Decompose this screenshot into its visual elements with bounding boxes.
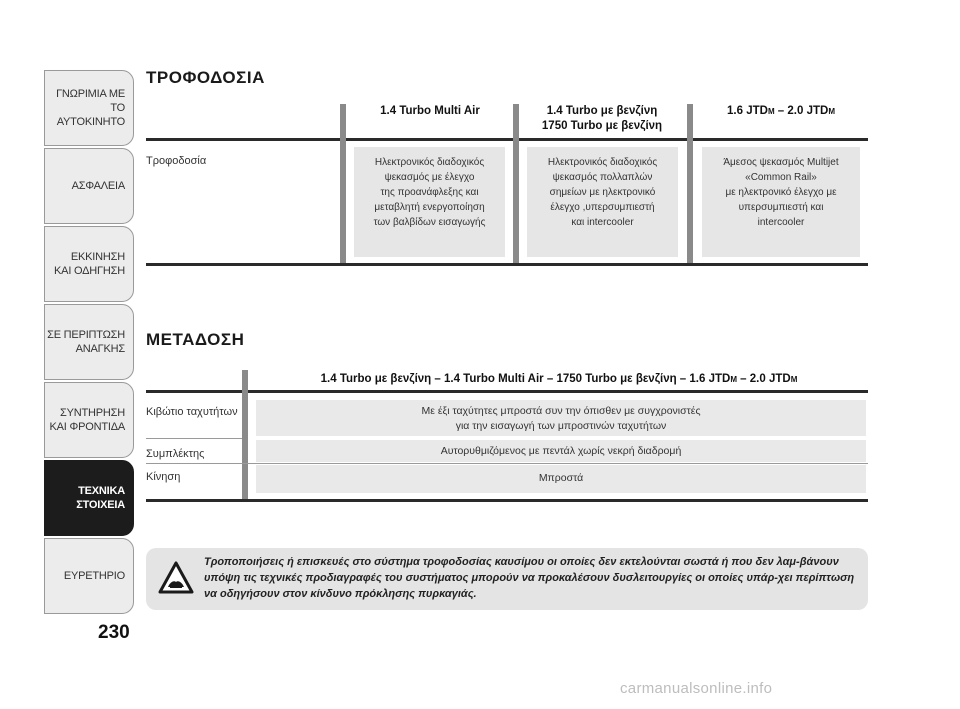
transmission-top-rule: [146, 390, 868, 393]
warning-text: Τροποποιήσεις ή επισκευές στο σύστημα τροφοδοσίας καυσίμου οι οποίες δεν εκτελούνται σωστά ή που δεν λαμ-βάνουν υπόψη τις τεχνικές προδιαγραφές του συστήματος μπορούν να προκαλέσουν δυσλειτουργίες οι οποίες υπάρ-χει περίπτωση να οδηγήσουν στον κίνδυνο πρόκλησης πυρκαγιάς.: [204, 556, 855, 600]
tab-index[interactable]: [44, 538, 134, 614]
fuel-cell-jtd: Άμεσος ψεκασμός Multijet «Common Rail» με ηλεκτρονικό έλεγχο με υπερσυμπιεστή και intercooler: [702, 147, 860, 257]
transmission-row-label: Συμπλέκτης: [146, 448, 205, 460]
transmission-row-value: Αυτορυθμιζόμενος με πεντάλ χωρίς νεκρή διαδρομή: [256, 440, 866, 462]
fuel-section-title: ΤΡΟΦΟΔΟΣΙΑ: [146, 68, 265, 87]
page-number: 230: [98, 622, 130, 643]
fuel-col-head-turbo: [522, 104, 682, 134]
tab-safety[interactable]: [44, 148, 134, 224]
fuel-col-head-multiair: [350, 104, 510, 119]
col-head-line: 1750 Turbo με βενζίνη: [541, 120, 663, 132]
fuel-col-divider: [340, 104, 346, 266]
col-head-line: 1.4 Turbo Multi Air: [380, 105, 480, 117]
col-head-part: – 2.0 JTD: [774, 105, 829, 117]
tab-label: ΓΝΩΡΙΜΙΑ ΜΕ ΤΟ ΑΥΤΟΚΙΝΗΤΟ: [56, 88, 125, 128]
fuel-col-divider: [687, 104, 693, 266]
transmission-section-title: ΜΕΤΑΔΟΣΗ: [146, 330, 245, 349]
transmission-bottom-rule: [146, 499, 868, 502]
tab-getting-to-know[interactable]: [44, 70, 134, 146]
tab-starting-driving[interactable]: [44, 226, 134, 302]
tab-label: ΕΚΚΙΝΗΣΗ ΚΑΙ ΟΔΗΓΗΣΗ: [54, 251, 125, 277]
transmission-row-label: Κίνηση: [146, 471, 181, 483]
tab-label: ΤΕΧΝΙΚΑ ΣΤΟΙΧΕΙΑ: [76, 485, 125, 511]
col-head-part: 1.6 JTD: [727, 105, 768, 117]
transmission-col-head: [254, 372, 864, 387]
tab-label: ΑΣΦΑΛΕΙΑ: [71, 180, 125, 192]
tab-label: ΣΕ ΠΕΡΙΠΤΩΣΗ ΑΝΑΓΚΗΣ: [47, 329, 125, 355]
tab-maintenance[interactable]: [44, 382, 134, 458]
tab-label: ΣΥΝΤΗΡΗΣΗ ΚΑΙ ΦΡΟΝΤΙΔΑ: [49, 407, 125, 433]
warning-triangle-icon: [158, 560, 194, 596]
col-head-sub: M: [767, 107, 775, 116]
warning-box: [146, 548, 868, 610]
transmission-row-value: Μπροστά: [256, 465, 866, 493]
fuel-cell-multiair: Ηλεκτρονικός διαδοχικός ψεκασμός με έλεγχο της προανάφλεξης και μεταβλητή ενεργοποίηση των βαλβίδων εισαγωγής: [354, 147, 505, 257]
row-separator: [146, 463, 868, 464]
fuel-col-divider: [513, 104, 519, 266]
fuel-col-head-jtd: [696, 104, 866, 119]
fuel-top-rule: [146, 138, 868, 141]
transmission-row-label: Κιβώτιο ταχυτήτων: [146, 406, 238, 418]
transmission-row-value: Με έξι ταχύτητες μπροστά συν την όπισθεν με συγχρονιστές για την εισαγωγή των μπροστινών ταχυτήτων: [256, 400, 866, 436]
fuel-bottom-rule: [146, 263, 868, 266]
col-head-sub: M: [730, 375, 737, 384]
tab-emergency[interactable]: [44, 304, 134, 380]
fuel-cell-turbo: Ηλεκτρονικός διαδοχικός ψεκασμός πολλαπλών σημείων με ηλεκτρονικό έλεγχο ,υπερσυμπιεστή και intercooler: [527, 147, 678, 257]
transmission-col-divider: [242, 370, 248, 500]
col-head-part: – 2.0 JTD: [736, 373, 791, 385]
row-separator: [146, 438, 242, 439]
col-head-sub: M: [828, 107, 835, 116]
col-head-sub: M: [790, 375, 798, 384]
tab-label: ΕΥΡΕΤΗΡΙΟ: [63, 570, 125, 582]
tab-technical-specs[interactable]: [44, 460, 134, 536]
watermark: carmanualsonline.info: [620, 680, 773, 697]
fuel-row-label: Τροφοδοσία: [146, 155, 207, 167]
col-head-part: 1.4 Turbo με βενζίνη – 1.4 Turbo Multi Air – 1750 Turbo με βενζίνη – 1.6 JTD: [320, 373, 731, 385]
col-head-line: 1.4 Turbo με βενζίνη: [546, 105, 658, 117]
